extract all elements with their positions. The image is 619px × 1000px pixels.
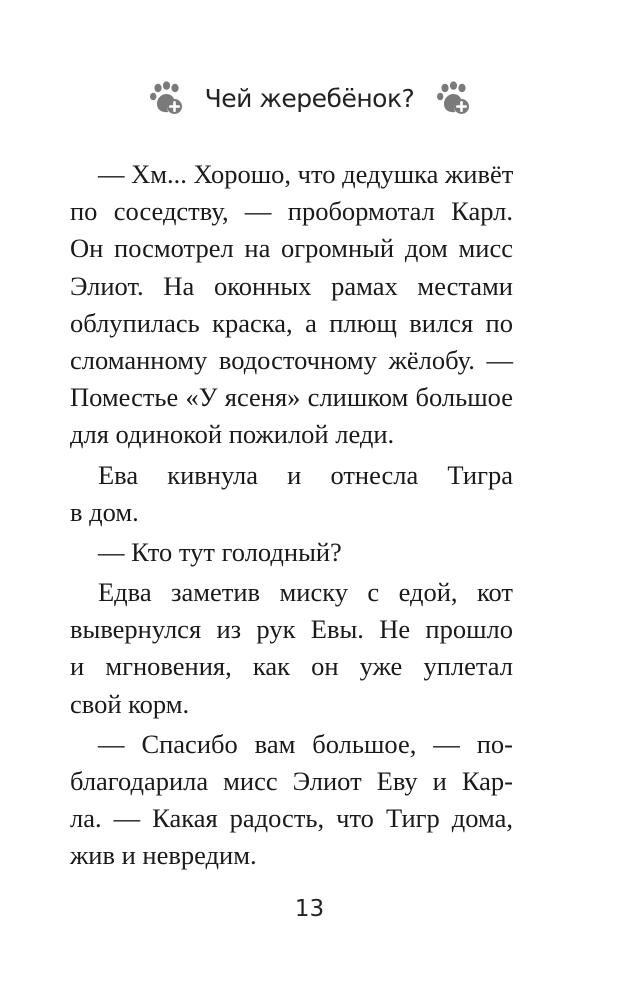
text-line: в дом. — [70, 496, 139, 527]
paragraph — [70, 457, 513, 531]
text-line: Элиот. На оконных рамах местами — [70, 270, 513, 301]
text-line: — Кто тут голодный? — [98, 536, 342, 567]
paragraph — [70, 534, 513, 571]
text-line: благодарила мисс Элиот Еву и Кар- — [70, 766, 513, 796]
text-line: вывернулся из рук Евы. Не прошло — [70, 614, 513, 645]
text-line: — Хм... Хорошо, что дедушка живёт — [98, 159, 514, 189]
text-line: Поместье «У ясеня» слишком большое — [70, 382, 513, 413]
text-line: свой корм. — [70, 688, 190, 719]
paragraph — [70, 574, 513, 723]
paw-plus-icon — [436, 81, 470, 115]
text-line: Он посмотрел на огромный дом мисс — [70, 233, 513, 264]
text-line: и мгновения, как он уже уплетал — [70, 651, 513, 682]
page-number: 13 — [294, 896, 325, 922]
paragraph — [70, 726, 513, 875]
text-line: сломанному водосточному жёлобу. — — [70, 344, 513, 375]
text-line: облупилась краска, а плющ вился по — [70, 307, 513, 338]
text-line: по соседству, — пробормотал Карл. — [70, 196, 513, 227]
text-line: — Спасибо вам большое, — по- — [98, 728, 513, 759]
text-line: жив и невредим. — [70, 840, 257, 871]
text-line: ла. — Какая радость, что Тигр дома, — [70, 803, 513, 834]
paragraph — [70, 156, 513, 454]
body-text — [70, 156, 513, 878]
text-line: Ева кивнула и отнесла Тигра — [98, 459, 513, 490]
running-header — [0, 76, 619, 120]
text-line: Едва заметив миску с едой, кот — [98, 577, 513, 608]
text-line: для одинокой пожилой леди. — [70, 419, 395, 450]
running-title: Чей жеребёнок? — [204, 83, 415, 113]
paw-plus-icon — [149, 81, 183, 115]
